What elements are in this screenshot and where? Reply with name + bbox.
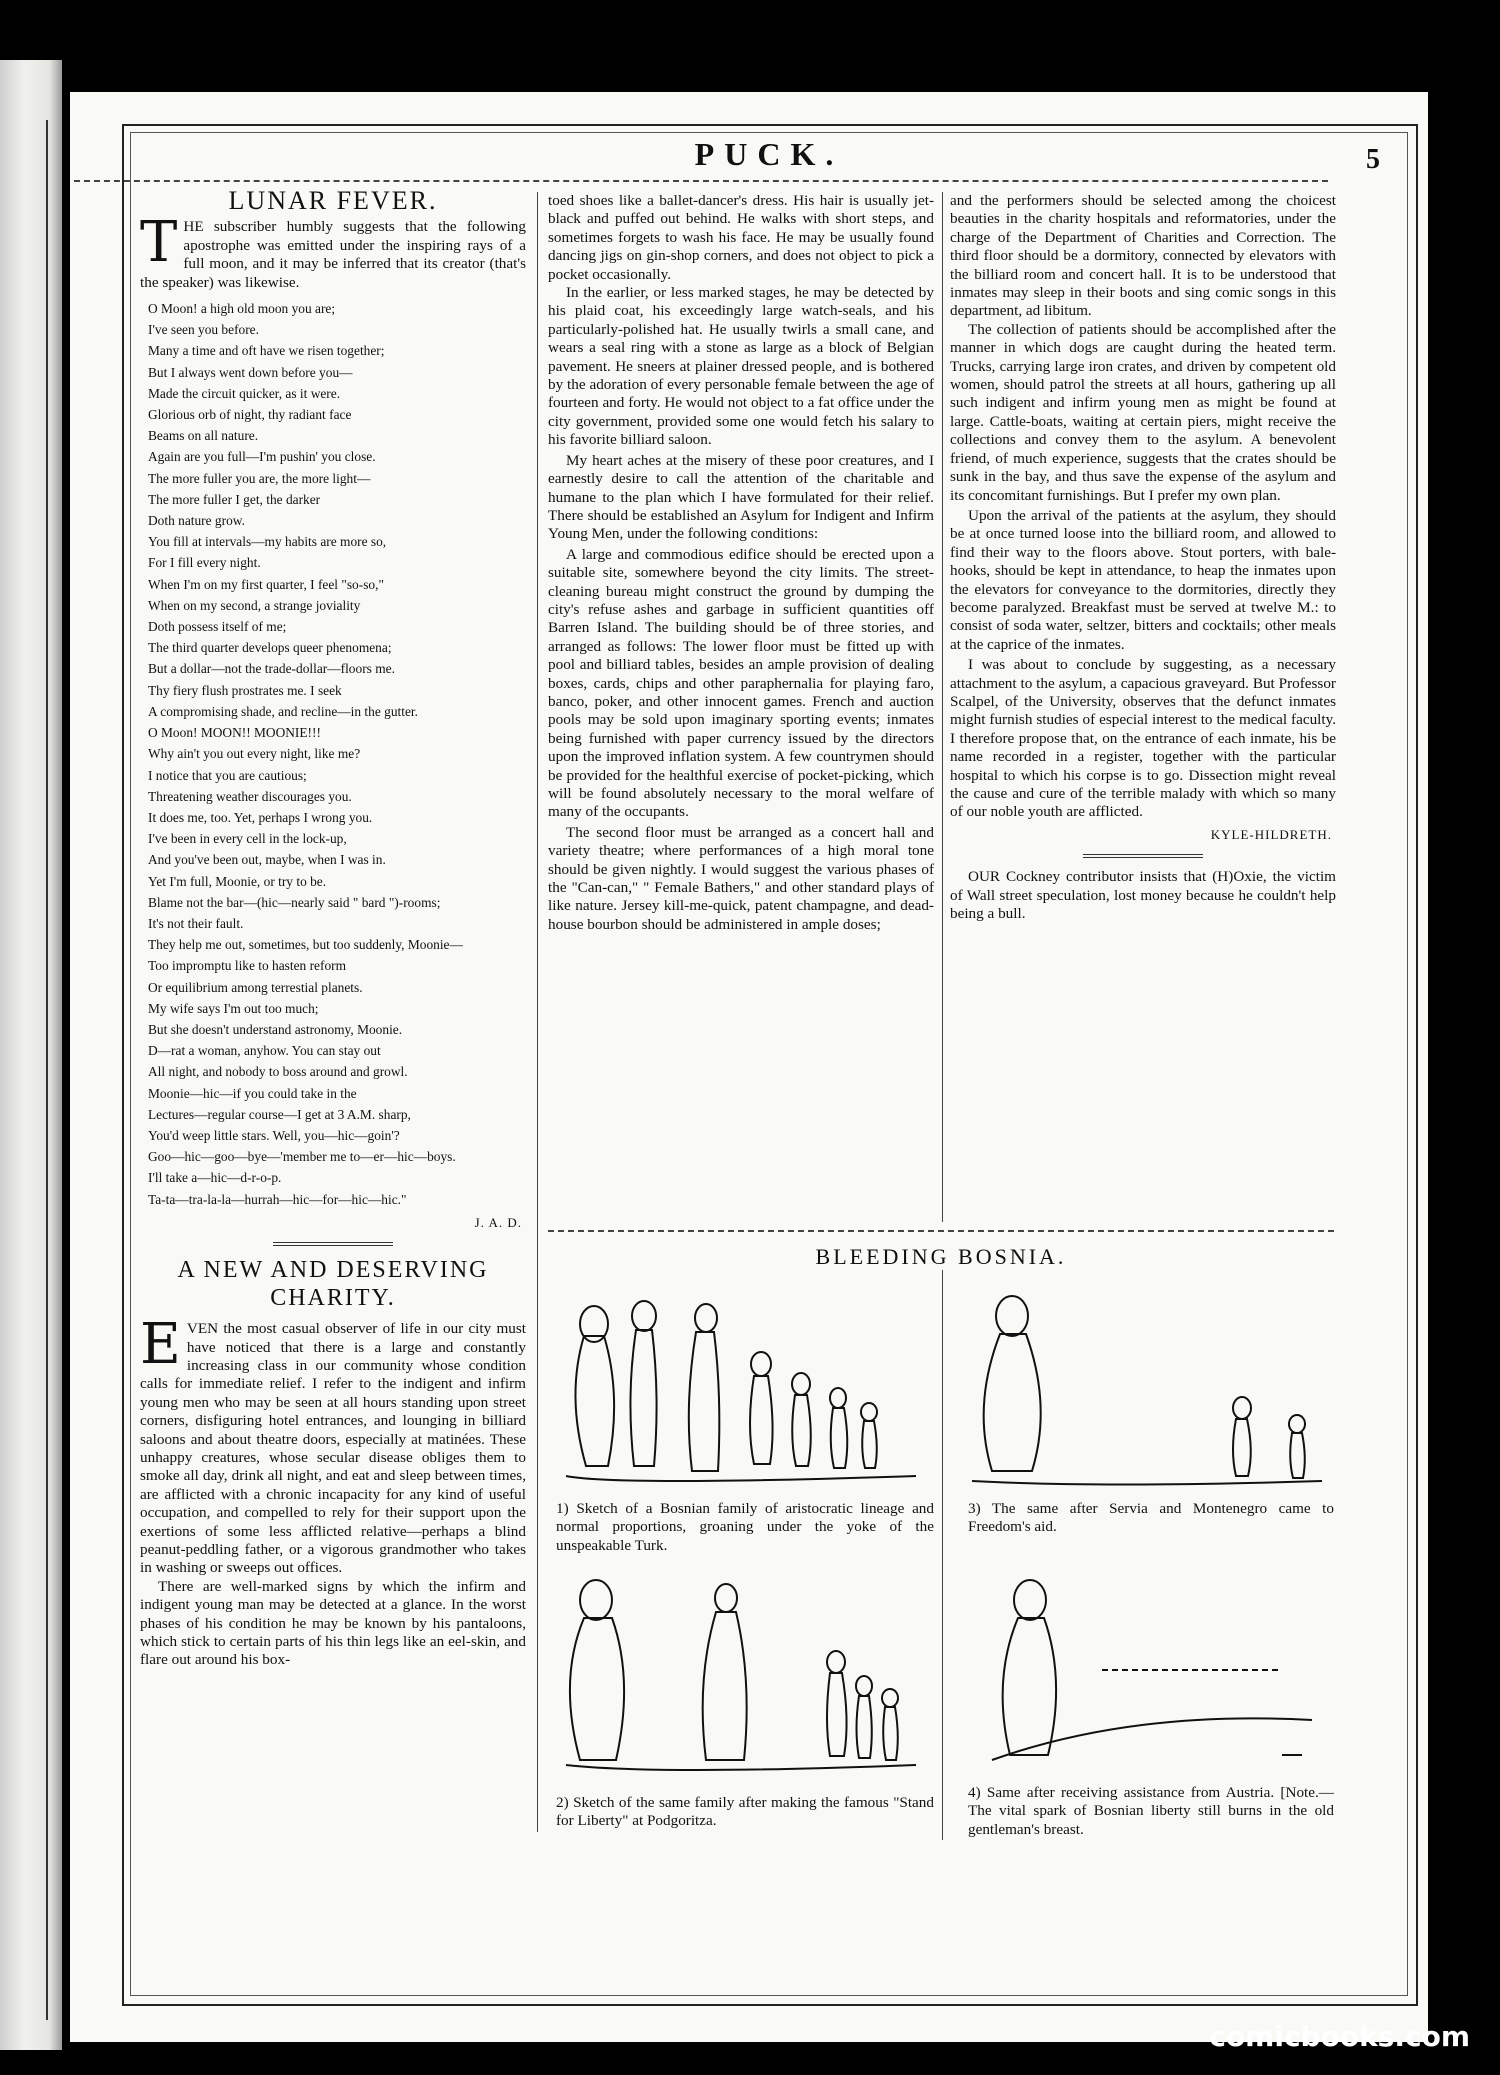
poem-line: Doth possess itself of me;: [148, 619, 287, 635]
column-divider: [537, 192, 538, 1832]
masthead-title: PUCK.: [694, 136, 844, 172]
column-1: [140, 186, 526, 1672]
previous-page-edge: [0, 60, 62, 2050]
column-2: [548, 192, 934, 936]
poem-line: It does me, too. Yet, perhaps I wrong you.: [148, 809, 373, 825]
caption-3: 3) The same after Servia and Montenegro came to Freedom's aid.: [968, 1500, 1334, 1536]
charity-body-col1: [140, 1312, 526, 1670]
column-divider: [942, 192, 943, 1222]
poem-line: The more fuller you are, the more light—: [148, 470, 371, 486]
poem-line: But a dollar—not the trade-dollar—floors me.: [148, 661, 395, 677]
poem-line: Beams on all nature.: [148, 428, 259, 444]
column-3: [950, 192, 1336, 925]
poem-line: And you've been out, maybe, when I was in.: [148, 852, 386, 868]
poem-line: But she doesn't understand astronomy, Moonie.: [148, 1021, 403, 1037]
poem-line: O Moon! a high old moon you are;: [148, 301, 336, 317]
charity-paragraph: The second floor must be arranged as a concert hall and variety theatre; where performances of a high moral tone should be given nightly. I would suggest the various phases of the "Can-can," " Female Bathers," and other standard plays of like nature. Jersey kill-me-quick, patent champagne, and dead-house bourbon should be administered in ample doses;: [548, 823, 934, 933]
poem-line: Made the circuit quicker, as it were.: [148, 385, 341, 401]
comic-rule: [548, 1230, 1334, 1232]
charity-paragraph: In the earlier, or less marked stages, he may be detected by his plaid coat, his exceedingly large watch-seals, and his particularly-polished hat. He usually twirls a small cane, and wears a seal ring with a stone as large as a block of Belgian pavement. He sneers at plainer dressed people, and is bothered by the adoration of every personable female between the age of fourteen and forty. He would not object to a fat office under the city government, provided some one would fetch his salary to his favorite billiard saloon.: [548, 284, 934, 449]
charity-title: A NEW AND DESERVING CHARITY.: [177, 1257, 489, 1312]
poem-line: Again are you full—I'm pushin' you close.: [148, 449, 376, 465]
poem-line: All night, and nobody to boss around and growl.: [148, 1064, 408, 1080]
poem-line: Thy fiery flush prostrates me. I seek: [148, 682, 342, 698]
lunar-fever-poem: [148, 298, 526, 1210]
poem-line: The third quarter develops queer phenomena;: [148, 640, 392, 656]
charity-paragraph: Upon the arrival of the patients at the asylum, they should be at once turned loose into the billiard room, and allowed to find their way to the floors above. Stout porters, with bale-hooks, should be kept in attendance, to heap the inmates upon the elevators for conveyance to the dormitories, directly they become paralyzed. Breakfast must be served at twelve M.: to consist of soda water, seltzer, bitters and cocktails; other meals at the caprice of the inmates.: [950, 506, 1336, 653]
comic-panel-4: [952, 1560, 1332, 1780]
charity-paragraph: The collection of patients should be accomplished after the manner in which dogs are caught during the heated term. Trucks, carrying large iron crates, and driven by competent old women, should patrol the streets at all hours, gathering up all such indigent and infirm young men as might be found at large. Cattle-boats, waiting at certain piers, might receive the collections and convey them to the asylum. A benevolent friend, of much experience, suggests that the crates should be sunk in the bay, and thus save the expense of the asylum and its concomitant furnishings. But I prefer my own plan.: [950, 320, 1336, 504]
charity-paragraph: A large and commodious edifice should be erected upon a suitable site, somewhere beyond the city limits. The street-cleaning bureau might construct the ground by dumping the city's refuse ashes and garbage in sufficient quantities off Barren Island. The building should be of three stories, and arranged as follows: The lower floor must be fitted up with pool and billiard tables, besides an ample provision of dealing boxes, cards, chips and other paraphernalia for playing faro, banco, poker, and other innocent games. French and auction pools may be sold upon imaginary sporting events; inmates being furnished with paper currency issued by the directors upon the improved inflation system. A few countrymen should be provided for the healthful exercise of pocket-picking, which will be found absolutely necessary to the moral welfare of many of the occupants.: [548, 545, 934, 821]
family-illustration: [556, 1276, 926, 1496]
lunar-drop-cap: T: [140, 210, 178, 276]
comic-panel-2: [556, 1570, 926, 1780]
poem-line: I've been in every cell in the lock-up,: [148, 831, 347, 847]
page-number: 5: [1366, 144, 1380, 175]
comic-title: BLEEDING BOSNIA.: [815, 1244, 1067, 1269]
separator: [1083, 854, 1203, 858]
poem-line: But I always went down before you—: [148, 364, 353, 380]
poem-line: I've seen you before.: [148, 322, 259, 338]
family-illustration: [556, 1570, 926, 1780]
poem-line: You'd weep little stars. Well, you—hic—goin'?: [148, 1127, 400, 1143]
masthead: [140, 128, 1398, 184]
poem-line: When on my second, a strange joviality: [148, 597, 361, 613]
lunar-fever-title: LUNAR FEVER.: [228, 186, 438, 215]
poem-line: The more fuller I get, the darker: [148, 491, 321, 507]
charity-drop-cap: E: [140, 1312, 181, 1378]
poem-line: Ta-ta—tra-la-la—hurrah—hic—for—hic—hic.": [148, 1191, 407, 1207]
lunar-signature: J. A. D.: [474, 1214, 522, 1230]
watermark: comicbooks.com: [1209, 2020, 1470, 2053]
poem-line: Many a time and oft have we risen together;: [148, 343, 385, 359]
poem-line: You fill at intervals—my habits are more so,: [148, 534, 387, 550]
poem-line: My wife says I'm out too much;: [148, 1000, 319, 1016]
charity-paragraph: and the performers should be selected among the choicest beauties in the charity hospitals and reformatories, under the charge of the Department of Charities and Correction. The third floor should be a dormitory, connected by elevators with the billiard room and concert hall. It is to be understood that inmates may sleep in their boots and sing comic songs in this department, ad libitum.: [950, 192, 1336, 320]
poem-line: Moonie—hic—if you could take in the: [148, 1085, 357, 1101]
family-illustration: [952, 1276, 1332, 1496]
poem-line: O Moon! MOON!! MOONIE!!!: [148, 725, 321, 741]
masthead-rule: [74, 180, 1328, 182]
poem-line: Blame not the bar—(hic—nearly said " bard ")-rooms;: [148, 894, 441, 910]
caption-4: 4) Same after receiving assistance from Austria. [Note.—The vital spark of Bosnian liberty still burns in the old gentleman's breast.: [968, 1784, 1334, 1838]
comic-panel-1: [556, 1276, 926, 1496]
poem-line: I notice that you are cautious;: [148, 767, 307, 783]
charity-paragraph: toed shoes like a ballet-dancer's dress. His hair is usually jet-black and puffed out behind. He walks with short steps, and sometimes forgets to wash his face. He may be usually found dancing jigs on gin-shop corners, and does not object to pick a pocket occasionally.: [548, 192, 934, 283]
poem-line: Goo—hic—goo—bye—'member me to—er—hic—boys.: [148, 1149, 456, 1165]
cockney-paragraph: OUR Cockney contributor insists that (H)Oxie, the victim of Wall street speculation, lost money because he couldn't help being a bull.: [950, 868, 1336, 923]
poem-line: Threatening weather discourages you.: [148, 788, 352, 804]
panel-divider: [942, 1270, 943, 1840]
poem-line: They help me out, sometimes, but too suddenly, Moonie—: [148, 937, 463, 953]
poem-line: Doth nature grow.: [148, 513, 245, 529]
poem-line: Glorious orb of night, thy radiant face: [148, 407, 352, 423]
caption-2: 2) Sketch of the same family after making the famous "Stand for Liberty" at Podgoritza.: [556, 1794, 934, 1830]
caption-1: 1) Sketch of a Bosnian family of aristocratic lineage and normal proportions, groaning under the yoke of the unspeakable Turk.: [556, 1500, 934, 1554]
poem-line: It's not their fault.: [148, 915, 244, 931]
charity-paragraph: My heart aches at the misery of these poor creatures, and I earnestly desire to call the attention of the charitable and humane to the plan which I have formulated for their relief. There should be established an Asylum for Indigent and Infirm Young Men, under the following conditions:: [548, 451, 934, 543]
charity-paragraph: There are well-marked signs by which the infirm and indigent young man may be detected at a glance. In the worst phases of his condition he may be known by his pantaloons, which stick to certain parts of his thin legs like an eel-skin, and flare out around his box-: [140, 1577, 526, 1669]
charity-paragraph: I was about to conclude by suggesting, as a necessary attachment to the asylum, a capacious graveyard. But Professor Scalpel, of the University, observes that the defunct inmates might furnish studies of especial interest to the medical faculty. I therefore propose that, on the entrance of each inmate, his be name recorded in a register, together with the particular hospital to which his corpse is to go. Dissection might reveal the cause and cure of the terrible malady with which so many of our noble youth are afflicted.: [950, 656, 1336, 821]
charity-paragraph: VEN the most casual observer of life in our city must have noticed that there is a large and constantly increasing class in our community whose condition calls for immediate relief. I refer to the indigent and infirm young men who may be seen at all hours standing upon street corners, disfiguring hotel entrances, and lounging in billiard saloons and about theatre doors, especially at matinées. These unhappy creatures, whose secular disease obliges them to smoke all day, drink all night, and eat and sleep between times, are afflicted with a chronic incapacity for any kind of useful occupation, and compelled to rely for their support upon the exertions of some less afflicted relative—perhaps a blind peanut-peddling father, or a vigorous grandmother who takes in washing or sweeps out offices.: [140, 1320, 526, 1577]
comic-panel-3: [952, 1276, 1332, 1496]
poem-line: D—rat a woman, anyhow. You can stay out: [148, 1043, 381, 1059]
poem-line: For I fill every night.: [148, 555, 261, 571]
poem-line: A compromising shade, and recline—in the gutter.: [148, 703, 418, 719]
poem-line: Yet I'm full, Moonie, or try to be.: [148, 873, 327, 889]
poem-line: Lectures—regular course—I get at 3 A.M. sharp,: [148, 1106, 411, 1122]
lunar-fever-intro: THE subscriber humbly suggests that the following apostrophe was emitted under the inspiring rays of a full moon, and it may be inferred that its creator (that's the speaker) was likewise.: [140, 210, 526, 291]
poem-line: Too impromptu like to hasten reform: [148, 958, 347, 974]
poem-line: Why ain't you out every night, like me?: [148, 746, 361, 762]
separator: [273, 1242, 393, 1246]
family-illustration: [952, 1560, 1332, 1780]
poem-line: Or equilibrium among terrestial planets.: [148, 979, 363, 995]
poem-line: When I'm on my first quarter, I feel "so-so,": [148, 576, 384, 592]
charity-signature: KYLE-HILDRETH.: [1210, 826, 1332, 842]
poem-line: I'll take a—hic—d-r-o-p.: [148, 1170, 282, 1186]
